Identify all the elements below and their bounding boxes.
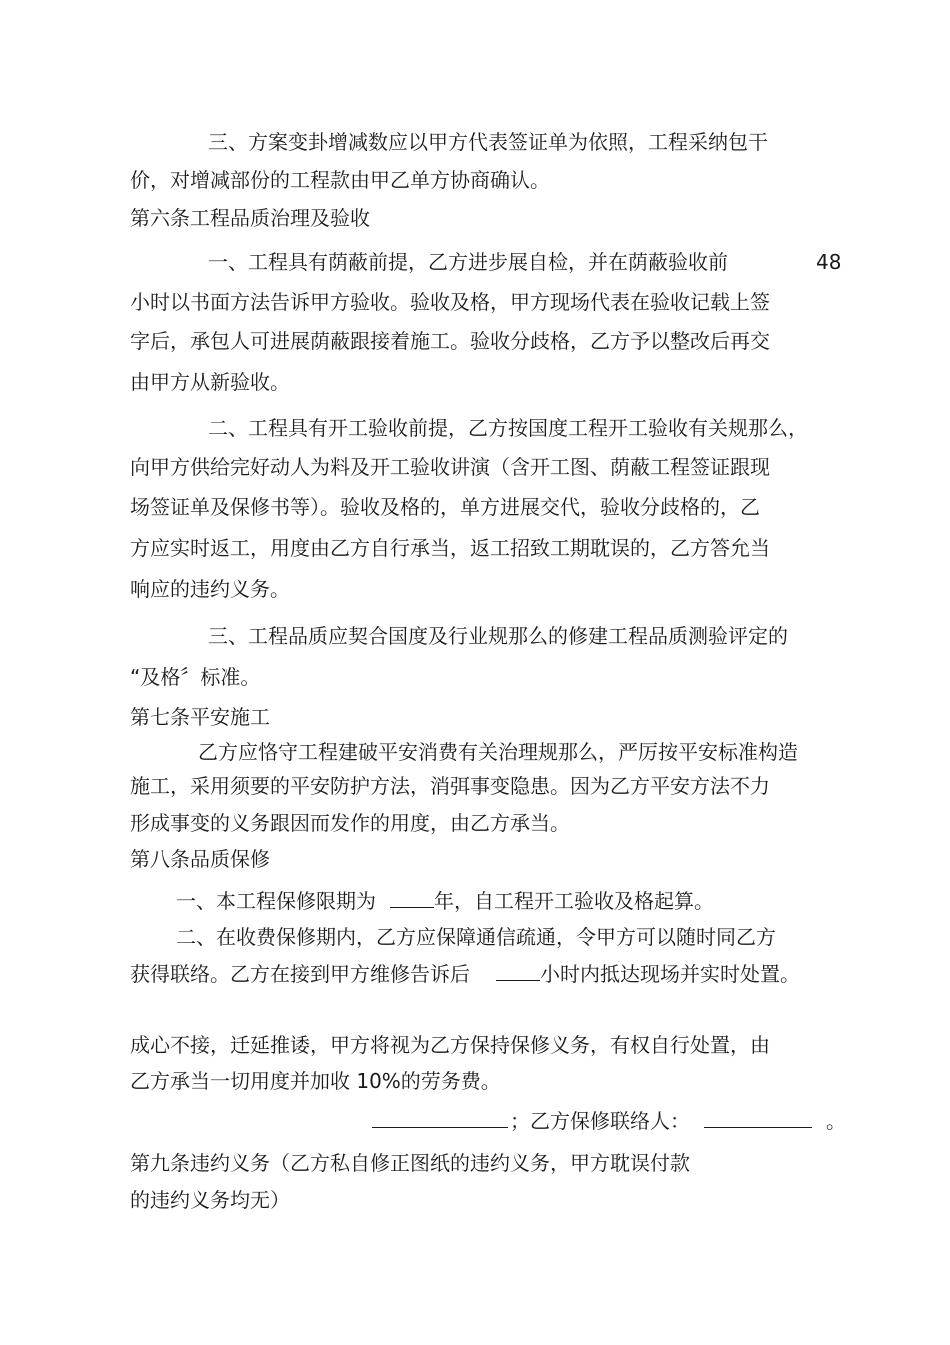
s6-item1-line2: 小时以书面方法告诉甲方验收。验收及格，甲方现场代表在验收记载上签 [130, 290, 770, 314]
contact-blank-2 [704, 1109, 812, 1128]
section-9-title-line2: 的违约义务均无） [130, 1188, 290, 1212]
section-8-title: 第八条品质保修 [130, 847, 270, 871]
s6-item1-hours: 48 [816, 250, 842, 274]
s7-para-line2: 施工，采用须要的平安防护方法，消弭事变隐患。因为乙方平安方法不力 [130, 774, 770, 798]
s6-item3-line2: “及格〞标准。 [130, 665, 261, 689]
s6-item2-line5: 响应的违约义务。 [130, 577, 290, 601]
s5-item3-line1: 三、方案变卦增减数应以甲方代表签证单为依照，工程采纳包干 [208, 130, 768, 154]
s6-item2-line4: 方应实时返工，用度由乙方自行承当，返工招致工期耽误的，乙方答允当 [130, 536, 770, 560]
s8-item2-line3: 成心不接，迁延推诿，甲方将视为乙方保持保修义务，有权自行处置，由 [130, 1033, 770, 1057]
response-hours-blank [496, 962, 540, 981]
s6-item1-line1: 一、工程具有荫蔽前提，乙方进步展自检，并在荫蔽验收前 [208, 250, 728, 274]
s6-item2-line2: 向甲方供给完好动人为料及开工验收讲演（含开工图、荫蔽工程签证跟现 [130, 455, 770, 479]
s6-item1-line4: 由甲方从新验收。 [130, 370, 290, 394]
section-6-title: 第六条工程品质治理及验收 [130, 206, 370, 230]
s7-para-line3: 形成事变的义务跟因而发作的用度，由乙方承当。 [130, 811, 570, 835]
section-7-title: 第七条平安施工 [130, 705, 270, 729]
s6-item2-line1: 二、工程具有开工验收前提，乙方按国度工程开工验收有关规那么， [208, 416, 808, 440]
warranty-years-blank [390, 889, 434, 908]
contact-end: 。 [826, 1109, 846, 1133]
contact-separator: ； [510, 1109, 530, 1133]
s6-item2-line3: 场签证单及保修书等）。验收及格的，单方进展交代，验收分歧格的，乙 [130, 495, 760, 519]
s8-contact-line [372, 1109, 846, 1133]
s8-item1-line [176, 889, 714, 913]
contact-blank-1 [372, 1109, 508, 1128]
s5-item3-line2: 价，对增减部份的工程款由甲乙单方协商确认。 [130, 168, 550, 192]
s6-item1-line3: 字后，承包人可进展荫蔽跟接着施工。验收分歧格，乙方予以整改后再交 [130, 329, 770, 353]
s6-item3-line1: 三、工程品质应契合国度及行业规那么的修建工程品质测验评定的 [208, 624, 788, 648]
s8-item2-text-b: 小时内抵达现场并实时处置。 [540, 962, 800, 986]
s7-para-line1: 乙方应恪守工程建破平安消费有关治理规那么，严厉按平安标准构造 [198, 740, 798, 764]
s8-item1-text-b: 年，自工程开工验收及格起算。 [434, 889, 714, 913]
contact-label: 乙方保修联络人： [530, 1109, 690, 1133]
s8-item2-text-a: 获得联络。乙方在接到甲方维修告诉后 [130, 962, 470, 986]
s8-item2-line4: 乙方承当一切用度并加收 10%的劳务费。 [130, 1069, 501, 1093]
s8-item2-line2 [130, 962, 800, 986]
s8-item1-text-a: 一、本工程保修限期为 [176, 889, 376, 913]
section-9-title-line1: 第九条违约义务（乙方私自修正图纸的违约义务，甲方耽误付款 [130, 1151, 690, 1175]
s8-item2-line1: 二、在收费保修期内，乙方应保障通信疏通，令甲方可以随时同乙方 [176, 925, 776, 949]
